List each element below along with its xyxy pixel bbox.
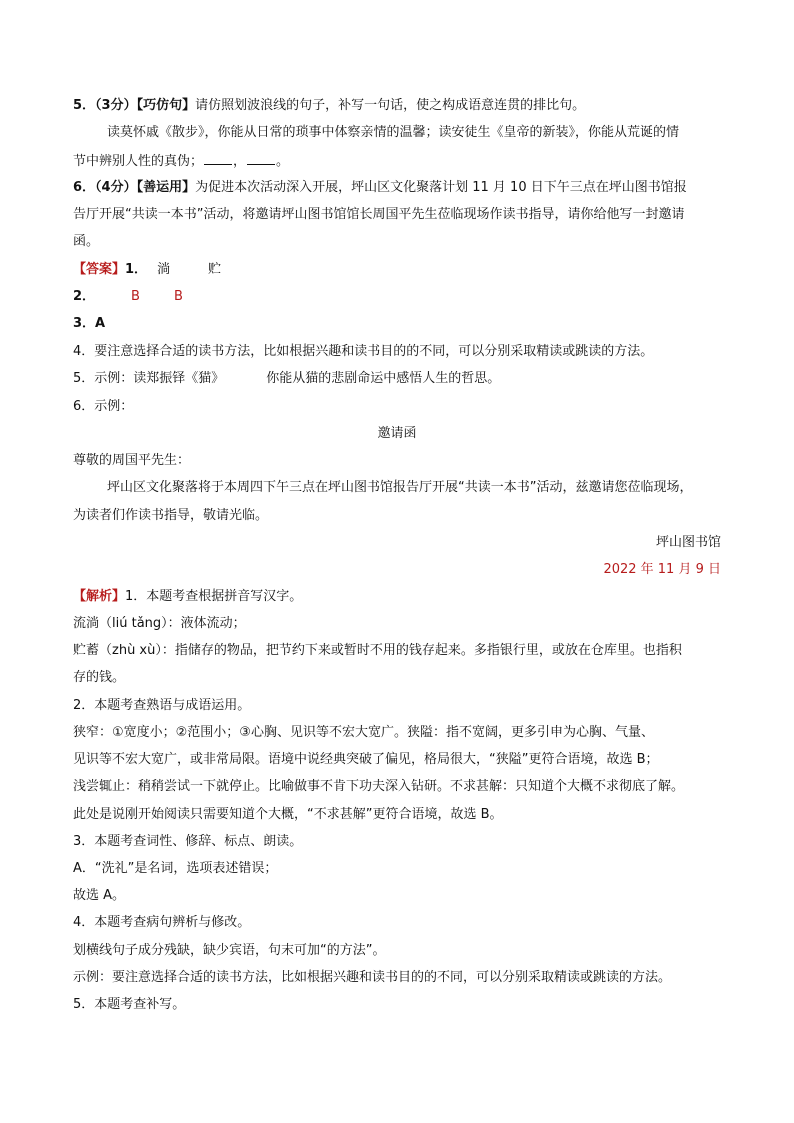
question-number: 6．（4分）	[73, 180, 137, 195]
analysis-line-1: 【解析】1．本题考查根据拼音写汉字。	[73, 589, 303, 604]
analysis-line-3: 贮蓄（zhù xù）：指储存的物品，把节约下来或暂时不用的钱存起来。多指银行里，或放在仓库里。也指积	[73, 643, 682, 658]
analysis-line-8: 浅尝辄止：稍稍尝试一下就停止。比喻做事不肯下功夫深入钻研。不求甚解：只知道个大概不求彻底了解。	[73, 779, 685, 794]
analysis-line-12: 故选 A。	[73, 888, 126, 903]
answer-2: 2． B B	[73, 289, 183, 304]
letter-body-2: 为读者们作读书指导，敬请光临。	[73, 508, 269, 523]
analysis-line-13: 4．本题考查病句辨析与修改。	[73, 915, 251, 930]
analysis-line-14: 划横线句子成分残缺，缺少宾语，句末可加“的方法”。	[73, 943, 386, 958]
answer-blank[interactable]	[204, 152, 232, 165]
analysis-line-5: 2．本题考查熟语与成语运用。	[73, 698, 251, 713]
answer-1: 【答案】1． 淌 贮	[73, 262, 222, 277]
answer-5: 5．示例：读郑振铎《猫》 你能从猫的悲剧命运中感悟人生的哲思。	[73, 371, 501, 386]
analysis-line-10: 3．本题考查词性、修辞、标点、朗读。	[73, 834, 303, 849]
letter-date: 2022 年 11 月 9 日	[603, 562, 721, 577]
question-5-body-2: 节中辨别人性的真伪； ， 。	[73, 154, 290, 169]
question-6-line-2: 告厅开展“共读一本书”活动，将邀请坪山图书馆馆长周国平先生莅临现场作读书指导，请你给他写一封邀请	[73, 207, 685, 222]
analysis-label: 【解析】	[73, 589, 126, 604]
letter-signature: 坪山图书馆	[655, 535, 721, 550]
letter-body-1: 坪山区文化聚落将于本周四下午三点在坪山图书馆报告厅开展“共读一本书”活动，兹邀请您莅临现场，	[107, 480, 693, 495]
question-number: 5．（3分）	[73, 98, 137, 113]
analysis-line-16: 5．本题考查补写。	[73, 997, 186, 1012]
analysis-line-2: 流淌（liú tǎng）：液体流动；	[73, 616, 246, 631]
analysis-line-4: 存的钱。	[73, 670, 126, 685]
analysis-line-11: A．“洗礼”是名词，选项表述错误；	[73, 861, 278, 876]
question-tag: 【巧仿句】	[136, 98, 196, 113]
analysis-line-9: 此处是说刚开始阅读只需要知道个大概，“不求甚解”更符合语境，故选 B。	[73, 807, 503, 822]
answer-3: 3．A	[73, 316, 106, 331]
question-tag: 【善运用】	[136, 180, 196, 195]
answer-blank[interactable]	[247, 152, 275, 165]
answer-4: 4．要注意选择合适的读书方法，比如根据兴趣和读书目的的不同，可以分别采取精读或跳读的方法。	[73, 344, 654, 359]
question-5-line	[73, 97, 585, 115]
answer-label: 【答案】	[73, 262, 126, 277]
analysis-line-15: 示例：要注意选择合适的读书方法，比如根据兴趣和读书目的的不同，可以分别采取精读或跳读的方法。	[73, 970, 672, 985]
letter-title: 邀请函	[377, 426, 417, 441]
letter-salutation: 尊敬的周国平先生：	[73, 453, 191, 468]
question-6-line-3: 函。	[73, 234, 100, 249]
analysis-line-7: 见识等不宏大宽广，或非常局限。语境中说经典突破了偏见，格局很大，“狭隘”更符合语境，故选 B；	[73, 752, 659, 767]
question-6-line-1: 6．（4分）【善运用】为促进本次活动深入开展，坪山区文化聚落计划 11 月 10 日下午三点在坪山图书馆报	[73, 180, 687, 195]
answer-6: 6．示例：	[73, 399, 134, 414]
analysis-line-6: 狭窄：①宽度小；②范围小；③心胸、见识等不宏大宽广。狭隘：指不宽阔，更多引申为心胸、气量、	[73, 725, 654, 740]
question-5-body-1: 读莫怀戚《散步》，你能从日常的琐事中体察亲情的温馨；读安徒生《皇帝的新装》，你能从荒诞的情	[107, 125, 680, 140]
question-stem: 请仿照划波浪线的句子，补写一句话，使之构成语意连贯的排比句。	[195, 98, 586, 113]
